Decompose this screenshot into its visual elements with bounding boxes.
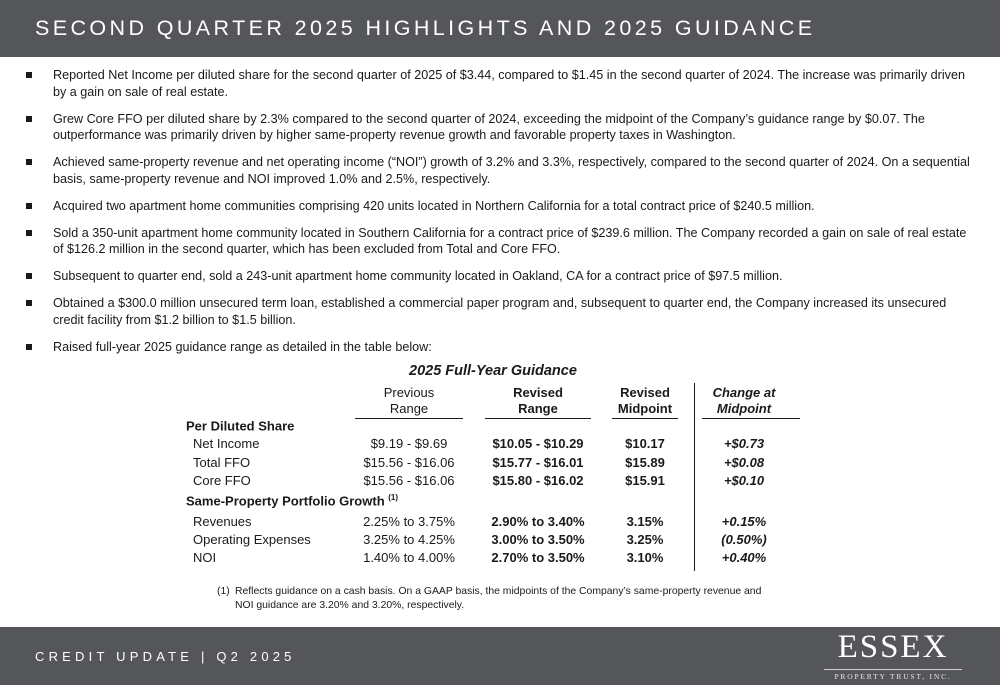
essex-logo (822, 629, 972, 683)
table-row: Total FFO $15.56 - $16.06 $15.77 - $16.01 $15.89 +$0.08 (193, 455, 765, 470)
table-row: Net Income $9.19 - $9.69 $10.05 - $10.29 $10.17 +$0.73 (193, 436, 765, 451)
bullet-square-icon (26, 300, 32, 306)
footnote-mark: (1) (217, 586, 230, 597)
bullet-square-icon (26, 203, 32, 209)
bullet-square-icon (26, 116, 32, 122)
header-bar (0, 0, 1000, 57)
list-item (26, 198, 970, 215)
list-item (26, 111, 970, 145)
guidance-title: 2025 Full-Year Guidance (409, 363, 577, 379)
list-item (26, 295, 970, 329)
page-title: SECOND QUARTER 2025 HIGHLIGHTS AND 2025 GUIDANCE (35, 16, 816, 40)
column-header-revised-midpoint: Revised Midpoint (617, 385, 673, 416)
bullet-square-icon (26, 72, 32, 78)
footnote (217, 585, 777, 612)
divider-revised (485, 418, 591, 419)
list-item (26, 154, 970, 188)
highlights-list (26, 67, 970, 365)
bullet-text: Subsequent to quarter end, sold a 243-unit apartment home community located in Oakland, CA for a contract price of $97.5 million. (53, 269, 783, 284)
table-row: Operating Expenses 3.25% to 4.25% 3.00% to 3.50% 3.25% (0.50%) (193, 532, 767, 547)
bullet-text: Reported Net Income per diluted share for the second quarter of 2025 of $3.44, compared to $1.45 in the second quarter of 2024. The increase was primarily driven by a gain on sale of real estate. (53, 68, 965, 99)
list-item (26, 225, 970, 259)
bullet-text: Achieved same-property revenue and net operating income (“NOI”) growth of 3.2% and 3.3%, respectively, compared to the second quarter of 2024. On a sequential basis, same-property revenue and NOI improved 1.0% and 2.5%, respectively. (53, 155, 970, 186)
bullet-square-icon (26, 273, 32, 279)
table-row: NOI 1.40% to 4.00% 2.70% to 3.50% 3.10% +0.40% (193, 550, 767, 565)
list-item (26, 67, 970, 101)
footnote-text: Reflects guidance on a cash basis. On a GAAP basis, the midpoints of the Company’s same-property revenue and NOI guidance are 3.20% and 3.20%, respectively. (235, 586, 762, 611)
footer-label: CREDIT UPDATE | Q2 2025 (35, 649, 296, 664)
table-row: Core FFO $15.56 - $16.06 $15.80 - $16.02 $15.91 +$0.10 (193, 473, 765, 488)
bullet-text: Obtained a $300.0 million unsecured term loan, established a commercial paper program and, subsequent to quarter end, the Company increased its unsecured credit facility from $1.2 billion to $1.5 billion. (53, 295, 947, 327)
bullet-text: Sold a 350-unit apartment home community located in Southern California for a contract price of $239.6 million. The Company recorded a gain on sale of real estate of $126.2 million in the second quarter, which has been excluded from Total and Core FFO. (53, 225, 967, 257)
bullet-square-icon (26, 230, 32, 236)
bullet-square-icon (26, 159, 32, 165)
logo-wordmark: ESSEX (837, 629, 949, 665)
divider-previous (355, 418, 463, 419)
divider-midpoint (612, 418, 678, 419)
column-header-revised-range: Revised Range (513, 385, 563, 416)
bullet-text: Raised full-year 2025 guidance range as detailed in the table below: (53, 339, 432, 354)
bullet-text: Grew Core FFO per diluted share by 2.3% compared to the second quarter of 2024, exceeding the midpoint of the Company’s guidance range by $0.07. The outperformance was primarily driven by higher same-property revenue growth and favorable property taxes in Washington. (53, 111, 925, 143)
column-header-change-at-midpoint: Change at Midpoint (712, 385, 776, 416)
section-label-same-property: Same-Property Portfolio Growth $^{(1)}$ (186, 493, 399, 509)
list-item (26, 339, 970, 356)
footer-bar (0, 627, 1000, 685)
column-header-previous-range: Previous Range (383, 385, 435, 416)
table-row: Revenues 2.25% to 3.75% 2.90% to 3.40% 3.15% +0.15% (193, 514, 767, 529)
bullet-text: Acquired two apartment home communities comprising 420 units located in Northern California for a total contract price of $240.5 million. (53, 198, 815, 213)
logo-subtitle: PROPERTY TRUST, INC. (834, 672, 952, 681)
bullet-square-icon (26, 344, 32, 350)
list-item (26, 268, 970, 285)
logo-rule (824, 669, 962, 670)
divider-change (702, 418, 800, 419)
section-label-per-share: Per Diluted Share (186, 418, 295, 434)
guidance-table (180, 363, 800, 573)
